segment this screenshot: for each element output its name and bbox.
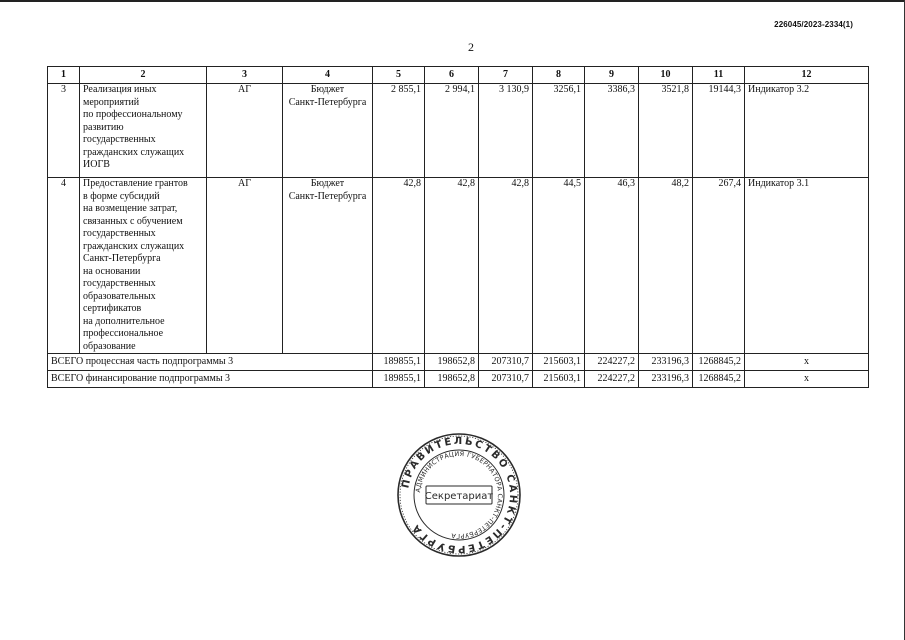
value-cell: 46,3 <box>585 178 639 354</box>
total-value: 1268845,2 <box>693 354 745 371</box>
table-row <box>48 178 869 354</box>
header-cell: 4 <box>283 67 373 84</box>
total-value: 233196,3 <box>639 371 693 388</box>
value-cell: 42,8 <box>425 178 479 354</box>
value-cell: 267,4 <box>693 178 745 354</box>
seal-inner-text: АДМИНИСТРАЦИЯ ГУБЕРНАТОРА САНКТ-ПЕТЕРБУРГА <box>414 449 505 541</box>
header-cell: 9 <box>585 67 639 84</box>
seal-center-text: Секретариат <box>424 491 494 502</box>
value-cell: 2 994,1 <box>425 84 479 178</box>
header-cell: 2 <box>80 67 207 84</box>
value-cell: 3386,3 <box>585 84 639 178</box>
indicator-cell: Индикатор 3.2 <box>745 84 869 178</box>
header-row <box>48 67 869 84</box>
header-cell: 8 <box>533 67 585 84</box>
value-cell: 44,5 <box>533 178 585 354</box>
header-cell: 1 <box>48 67 80 84</box>
value-cell: 42,8 <box>479 178 533 354</box>
value-cell: 3256,1 <box>533 84 585 178</box>
subprogram-table <box>47 66 869 388</box>
table-row <box>48 84 869 178</box>
total-value: 207310,7 <box>479 354 533 371</box>
activity-name: Предоставление грантов в форме субсидий на возмещение затрат, связанных с обучением государственных гражданских служащих Санкт-Петербурга на основании государственных образовательных сертификатов на дополнительное профессиональное образование <box>80 178 207 354</box>
total-label: ВСЕГО финансирование подпрограммы 3 <box>48 371 373 388</box>
value-cell: 42,8 <box>373 178 425 354</box>
total-indicator: х <box>745 371 869 388</box>
value-cell: 19144,3 <box>693 84 745 178</box>
funding-source: Бюджет Санкт-Петербурга <box>283 84 373 178</box>
total-value: 233196,3 <box>639 354 693 371</box>
executor: АГ <box>207 178 283 354</box>
value-cell: 48,2 <box>639 178 693 354</box>
header-cell: 3 <box>207 67 283 84</box>
header-cell: 12 <box>745 67 869 84</box>
total-value: 215603,1 <box>533 371 585 388</box>
total-value: 224227,2 <box>585 371 639 388</box>
row-number: 3 <box>48 84 80 178</box>
header-cell: 7 <box>479 67 533 84</box>
total-value: 215603,1 <box>533 354 585 371</box>
indicator-cell: Индикатор 3.1 <box>745 178 869 354</box>
value-cell: 3 130,9 <box>479 84 533 178</box>
funding-source: Бюджет Санкт-Петербурга <box>283 178 373 354</box>
document-code: 226045/2023-2334(1) <box>774 20 853 29</box>
total-row <box>48 371 869 388</box>
header-cell: 11 <box>693 67 745 84</box>
value-cell: 2 855,1 <box>373 84 425 178</box>
page-top-border <box>0 0 905 2</box>
activity-name: Реализация иных мероприятий по профессиональному развитию государственных гражданских служащих ИОГВ <box>80 84 207 178</box>
total-value: 207310,7 <box>479 371 533 388</box>
seal-outer-text: ПРАВИТЕЛЬСТВО САНКТ-ПЕТЕРБУРГА <box>400 435 519 555</box>
total-label: ВСЕГО процессная часть подпрограммы 3 <box>48 354 373 371</box>
row-number: 4 <box>48 178 80 354</box>
total-value: 189855,1 <box>373 354 425 371</box>
total-value: 189855,1 <box>373 371 425 388</box>
page-number: 2 <box>468 40 474 54</box>
total-indicator: х <box>745 354 869 371</box>
header-cell: 10 <box>639 67 693 84</box>
executor: АГ <box>207 84 283 178</box>
total-value: 224227,2 <box>585 354 639 371</box>
total-row <box>48 354 869 371</box>
value-cell: 3521,8 <box>639 84 693 178</box>
total-value: 198652,8 <box>425 371 479 388</box>
total-value: 198652,8 <box>425 354 479 371</box>
official-seal <box>396 432 522 558</box>
header-cell: 5 <box>373 67 425 84</box>
header-cell: 6 <box>425 67 479 84</box>
total-value: 1268845,2 <box>693 371 745 388</box>
